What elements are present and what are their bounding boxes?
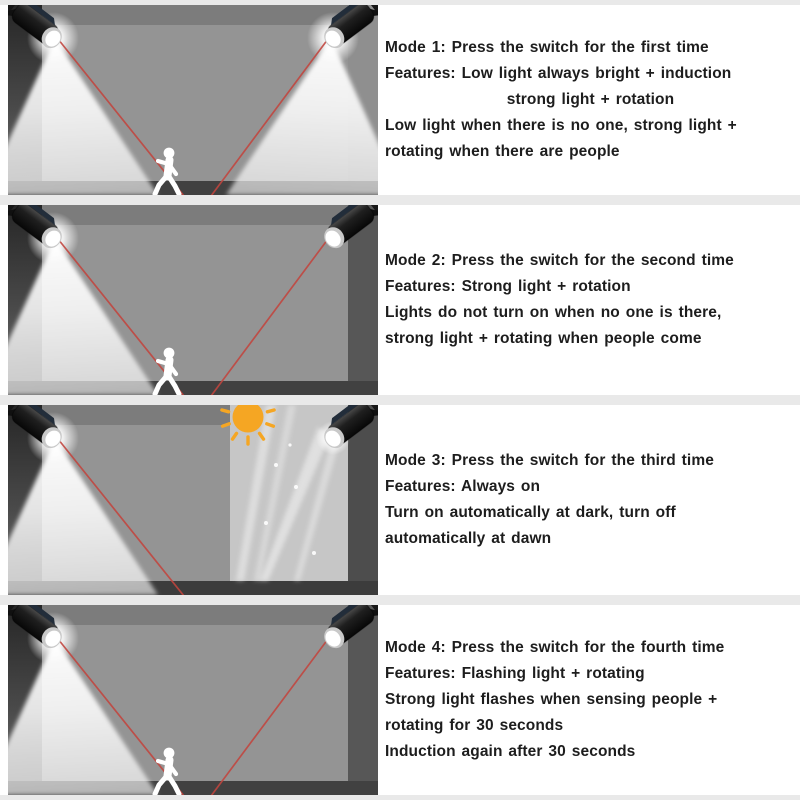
mode-4-features: Features: Flashing light + rotating [385,665,645,682]
mode-4-title: Mode 4: Press the switch for the fourth time [385,639,725,656]
mode-2-features: Features: Strong light + rotation [385,278,631,295]
mode-3-description-2: automatically at dawn [385,530,552,547]
mode-2-description-2: strong light + rotating when people come [385,330,702,347]
mode-1-description-2: rotating when there are people [385,143,620,160]
mode-3-title: Mode 3: Press the switch for the third time [385,452,714,469]
row-separator [0,395,800,405]
mode-3-description-1: Turn on automatically at dark, turn off [385,504,676,521]
mode-1-title: Mode 1: Press the switch for the first time [385,39,709,56]
mode-4-description-3: Induction again after 30 seconds [385,743,636,760]
mode-1-section [0,5,800,195]
mode-1-features: Features: Low light always bright + induction [385,65,732,82]
mode-2-section [0,205,800,395]
mode-2-title: Mode 2: Press the switch for the second time [385,252,734,269]
bottom-border-band [0,795,800,800]
mode-2-description-1: Lights do not turn on when no one is there, [385,304,722,321]
mode-4-illustration [8,605,378,795]
mode-1-text [378,5,800,195]
mode-1-features-cont: strong light + rotation [506,91,675,108]
row-separator [0,595,800,605]
mode-3-illustration [8,405,378,595]
mode-4-description-1: Strong light flashes when sensing people + [385,691,718,708]
row-separator [0,195,800,205]
mode-3-features: Features: Always on [385,478,541,495]
mode-4-description-2: rotating for 30 seconds [385,717,564,734]
mode-3-section [0,405,800,595]
mode-3-text [378,405,800,595]
mode-1-illustration [8,5,378,195]
mode-4-section [0,605,800,795]
mode-2-text [378,205,800,395]
mode-2-illustration [8,205,378,395]
mode-4-text [378,605,800,795]
mode-1-description-1: Low light when there is no one, strong light + [385,117,737,134]
